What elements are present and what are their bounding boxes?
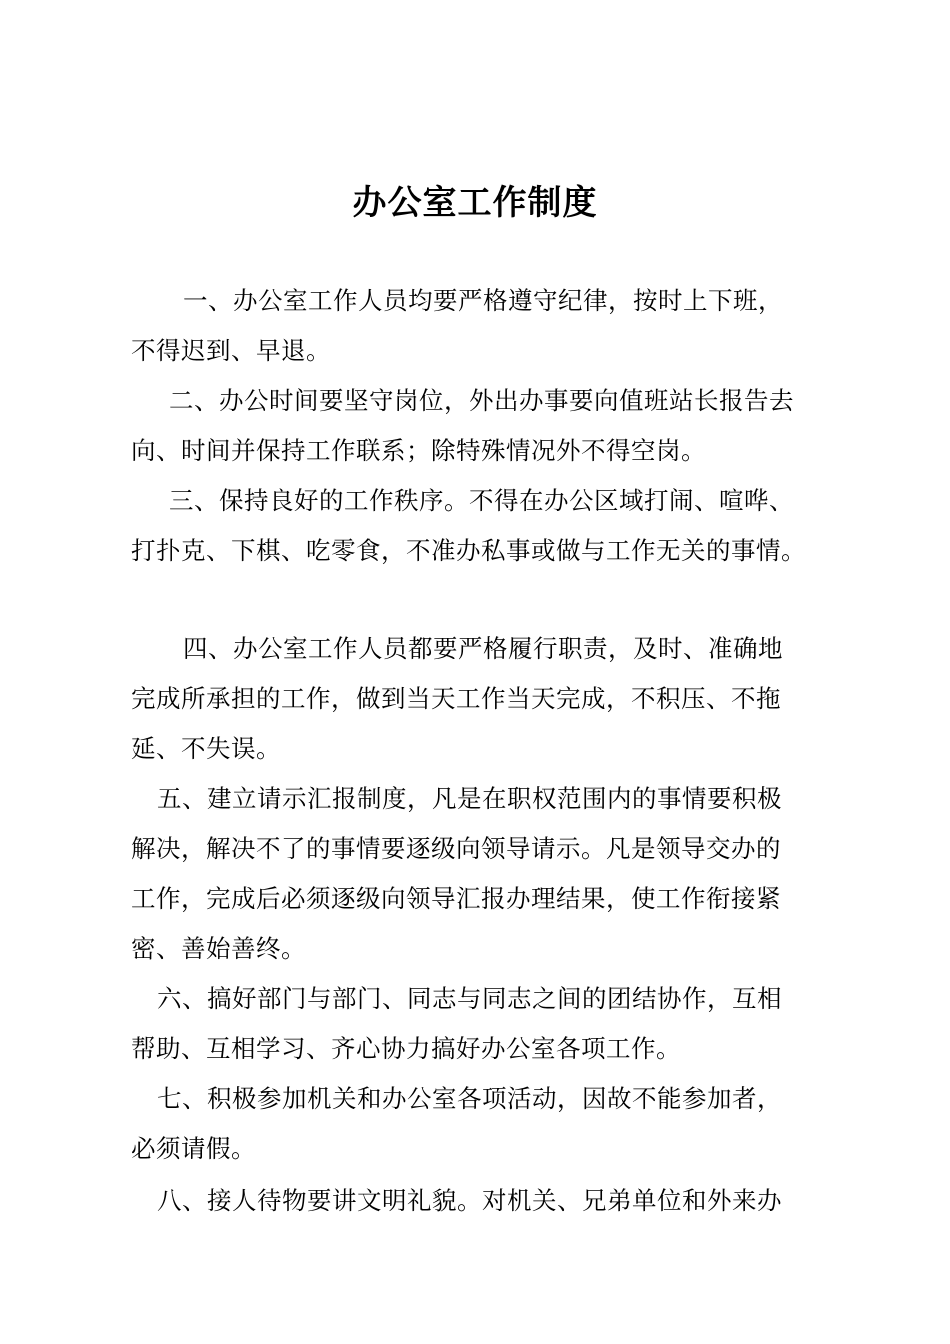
text-line: 三、保持良好的工作秩序。不得在办公区域打闹、喧哗、	[169, 486, 794, 515]
text-line: 完成所承担的工作，做到当天工作当天完成，不积压、不拖	[131, 684, 781, 713]
text-line: 必须请假。	[131, 1134, 256, 1163]
text-line: 帮助、互相学习、齐心协力搞好办公室各项工作。	[131, 1034, 681, 1063]
text-line: 延、不失误。	[131, 734, 281, 763]
text-line: 四、办公室工作人员都要严格履行职责，及时、准确地	[183, 634, 783, 663]
text-line: 工作，完成后必须逐级向领导汇报办理结果，使工作衔接紧	[131, 884, 781, 913]
document-title: 办公室工作制度	[352, 183, 598, 223]
text-line: 六、搞好部门与部门、同志与同志之间的团结协作，互相	[157, 984, 782, 1013]
text-line: 二、办公时间要坚守岗位，外出办事要向值班站长报告去	[169, 386, 794, 415]
text-line: 五、建立请示汇报制度，凡是在职权范围内的事情要积极	[157, 784, 782, 813]
text-line: 向、时间并保持工作联系；除特殊情况外不得空岗。	[131, 436, 706, 465]
text-line: 一、办公室工作人员均要严格遵守纪律，按时上下班，	[183, 286, 783, 315]
text-line: 不得迟到、早退。	[131, 336, 331, 365]
text-line: 打扑克、下棋、吃零食，不准办私事或做与工作无关的事情。	[131, 536, 806, 565]
text-line: 八、接人待物要讲文明礼貌。对机关、兄弟单位和外来办	[157, 1186, 782, 1215]
text-line: 解决，解决不了的事情要逐级向领导请示。凡是领导交办的	[131, 834, 781, 863]
text-line: 七、积极参加机关和办公室各项活动，因故不能参加者，	[157, 1084, 782, 1113]
text-line: 密、善始善终。	[131, 934, 306, 963]
